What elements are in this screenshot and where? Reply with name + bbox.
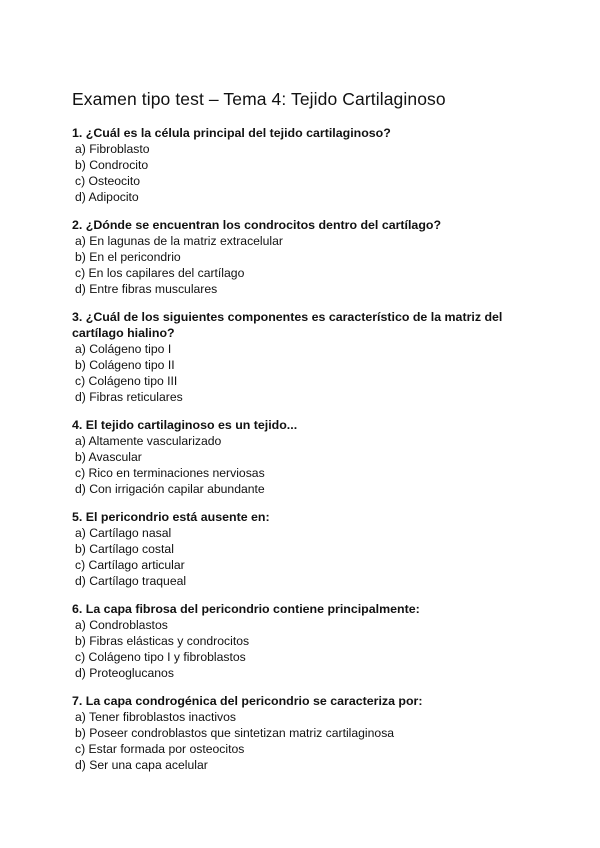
answer-option: b) En el pericondrio bbox=[75, 250, 181, 264]
answer-option: a) En lagunas de la matriz extracelular bbox=[75, 234, 283, 248]
answer-options bbox=[72, 709, 542, 773]
answer-option: a) Fibroblasto bbox=[75, 142, 150, 156]
answer-option: d) Cartílago traqueal bbox=[75, 574, 187, 588]
answer-option: b) Cartílago costal bbox=[75, 542, 174, 556]
question-text: 3. ¿Cuál de los siguientes componentes es característico de la matriz del cartílago hialino? bbox=[72, 310, 503, 340]
answer-option: b) Fibras elásticas y condrocitos bbox=[75, 634, 250, 648]
question-text: 4. El tejido cartilaginoso es un tejido... bbox=[72, 418, 298, 432]
answer-option: c) Estar formada por osteocitos bbox=[75, 742, 245, 756]
question-text: 5. El pericondrio está ausente en: bbox=[72, 510, 270, 524]
answer-option: b) Colágeno tipo II bbox=[75, 358, 175, 372]
document-page bbox=[72, 89, 542, 785]
answer-options bbox=[72, 233, 542, 297]
question-4 bbox=[72, 417, 542, 497]
answer-options bbox=[72, 525, 542, 589]
question-7 bbox=[72, 693, 542, 773]
answer-option: d) Entre fibras musculares bbox=[75, 282, 218, 296]
question-3 bbox=[72, 309, 542, 405]
answer-option: c) En los capilares del cartílago bbox=[75, 266, 245, 280]
answer-option: a) Colágeno tipo I bbox=[75, 342, 172, 356]
answer-option: c) Cartílago articular bbox=[75, 558, 185, 572]
question-2 bbox=[72, 217, 542, 297]
answer-option: b) Poseer condroblastos que sintetizan matriz cartilaginosa bbox=[75, 726, 395, 740]
document-title: Examen tipo test – Tema 4: Tejido Cartilaginoso bbox=[72, 89, 446, 109]
answer-option: a) Altamente vascularizado bbox=[75, 434, 222, 448]
answer-option: a) Tener fibroblastos inactivos bbox=[75, 710, 237, 724]
question-6 bbox=[72, 601, 542, 681]
question-text: 2. ¿Dónde se encuentran los condrocitos dentro del cartílago? bbox=[72, 218, 442, 232]
answer-option: d) Adipocito bbox=[75, 190, 139, 204]
answer-option: c) Colágeno tipo III bbox=[75, 374, 178, 388]
answer-option: c) Osteocito bbox=[75, 174, 141, 188]
answer-options bbox=[72, 617, 542, 681]
answer-option: d) Fibras reticulares bbox=[75, 390, 183, 404]
answer-option: a) Cartílago nasal bbox=[75, 526, 172, 540]
answer-option: c) Colágeno tipo I y fibroblastos bbox=[75, 650, 246, 664]
answer-option: c) Rico en terminaciones nerviosas bbox=[75, 466, 265, 480]
answer-option: b) Avascular bbox=[75, 450, 142, 464]
question-text: 7. La capa condrogénica del pericondrio se caracteriza por: bbox=[72, 694, 423, 708]
question-text: 6. La capa fibrosa del pericondrio contiene principalmente: bbox=[72, 602, 420, 616]
answer-option: a) Condroblastos bbox=[75, 618, 168, 632]
answer-option: d) Proteoglucanos bbox=[75, 666, 174, 680]
answer-option: d) Ser una capa acelular bbox=[75, 758, 208, 772]
answer-option: d) Con irrigación capilar abundante bbox=[75, 482, 265, 496]
answer-options bbox=[72, 341, 542, 405]
answer-option: b) Condrocito bbox=[75, 158, 149, 172]
question-1 bbox=[72, 125, 542, 205]
answer-options bbox=[72, 141, 542, 205]
answer-options bbox=[72, 433, 542, 497]
question-5 bbox=[72, 509, 542, 589]
question-text: 1. ¿Cuál es la célula principal del tejido cartilaginoso? bbox=[72, 126, 391, 140]
